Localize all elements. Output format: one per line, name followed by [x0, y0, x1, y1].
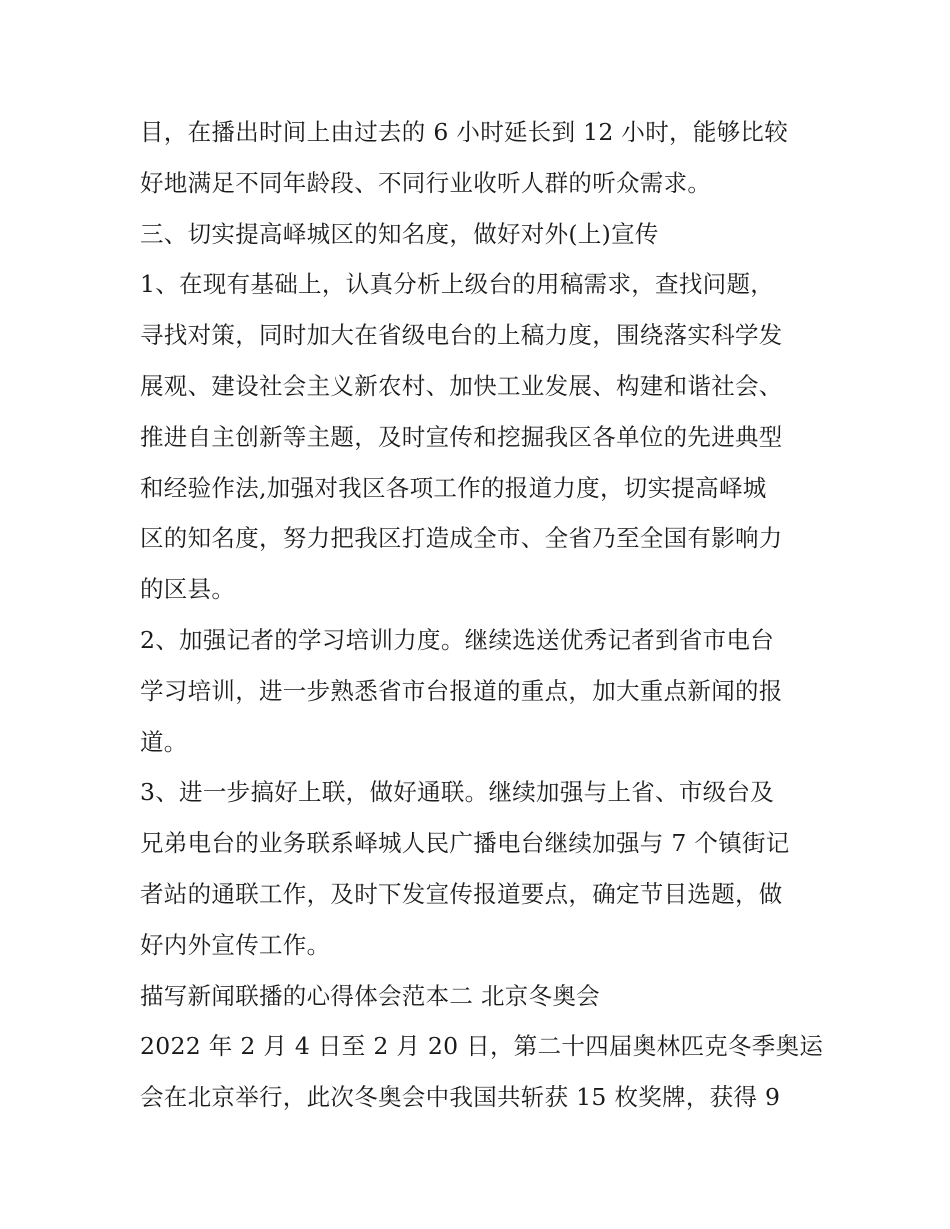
text-line: 会在北京举行，此次冬奥会中我国共斩获 15 枚奖牌，获得 9 [140, 1083, 781, 1112]
text-line: 1、在现有基础上，认真分析上级台的用稿需求，查找问题， [140, 270, 775, 299]
text-line: 展观、建设社会主义新农村、加快工业发展、构建和谐社会、 [140, 371, 783, 400]
text-line: 和经验作法,加强对我区各项工作的报道力度，切实提高峄城 [140, 473, 767, 502]
text-line: 2、加强记者的学习培训力度。继续选送优秀记者到省市电台 [140, 625, 775, 654]
document-body [140, 107, 824, 1123]
text-line: 寻找对策，同时加大在省级电台的上稿力度，围绕落实科学发 [140, 321, 783, 350]
text-line: 好地满足不同年龄段、不同行业收听人群的听众需求。 [140, 168, 712, 197]
section-heading: 描写新闻联播的心得体会范本二 北京冬奥会 [140, 981, 600, 1010]
text-line: 的区县。 [140, 575, 236, 604]
text-line: 学习培训，进一步熟悉省市台报道的重点，加大重点新闻的报 [140, 676, 783, 705]
text-line: 道。 [140, 727, 188, 756]
text-line: 区的知名度，努力把我区打造成全市、全省乃至全国有影响力 [140, 524, 783, 553]
text-line: 2022 年 2 月 4 日至 2 月 20 日，第二十四届奥林匹克冬季奥运 [140, 1032, 824, 1061]
text-line: 兄弟电台的业务联系峄城人民广播电台继续加强与 7 个镇街记 [140, 829, 790, 858]
section-heading: 三、切实提高峄城区的知名度，做好对外(上)宣传 [140, 219, 659, 248]
text-line: 者站的通联工作，及时下发宣传报道要点，确定节目选题，做 [140, 879, 783, 908]
text-line: 目，在播出时间上由过去的 6 小时延长到 12 小时，能够比较 [140, 118, 789, 146]
text-line: 好内外宣传工作。 [140, 930, 331, 959]
text-line: 3、进一步搞好上联，做好通联。继续加强与上省、市级台及 [140, 778, 775, 807]
text-line: 推进自主创新等主题，及时宣传和挖掘我区各单位的先进典型 [140, 422, 783, 451]
